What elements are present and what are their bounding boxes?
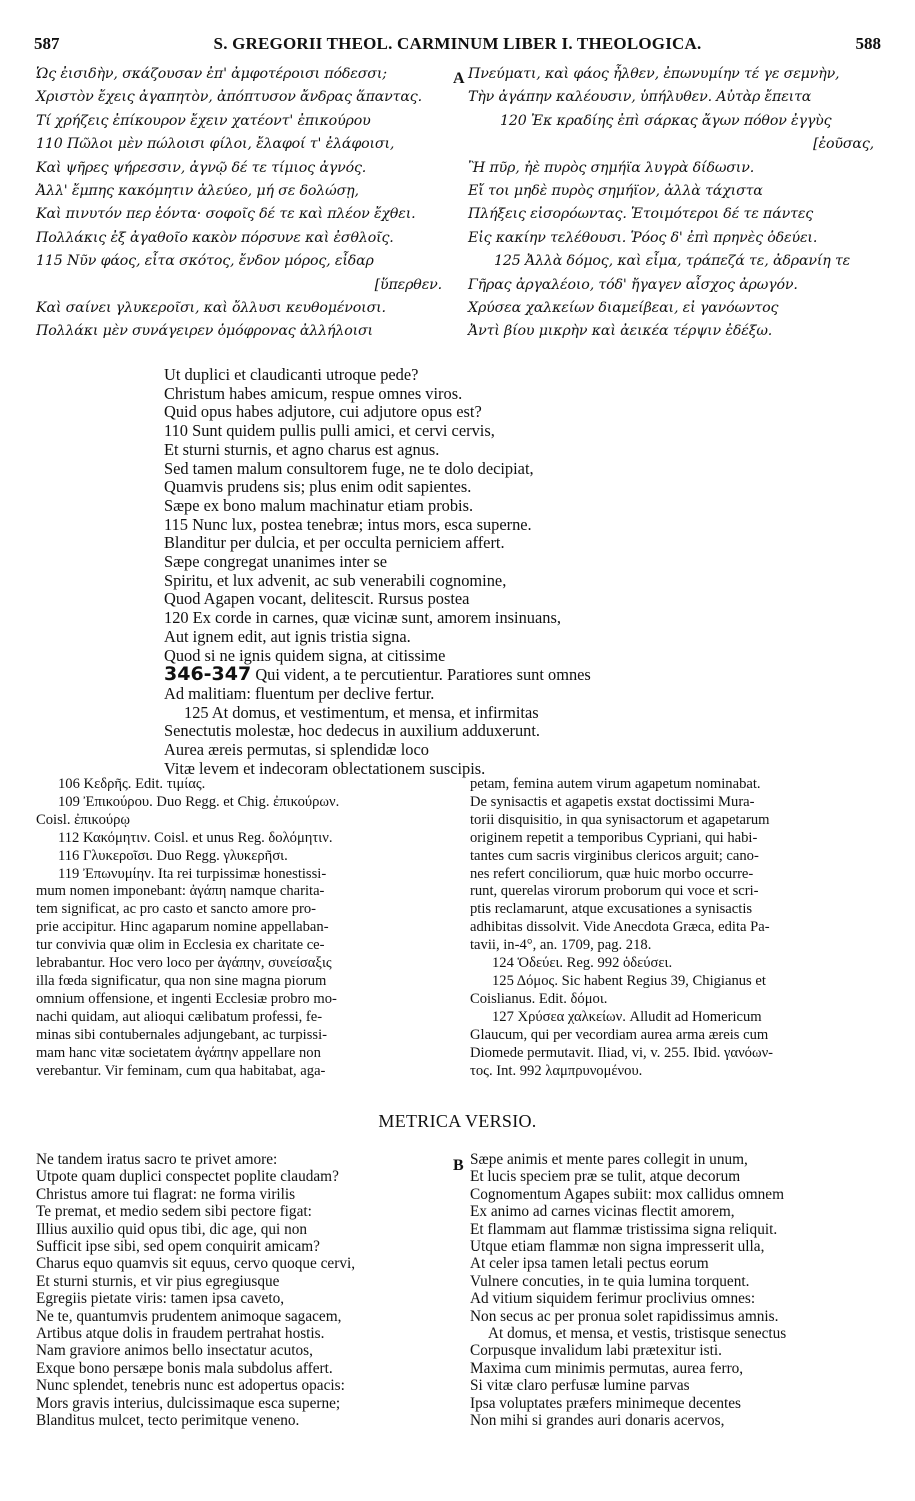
note-line: nes refert conciliorum, quæ huic morbo occurre- (470, 865, 754, 882)
verse-line: Vulnere concuties, in te quia lumina torquent. (470, 1272, 750, 1290)
margin-letter-b: B (453, 1157, 464, 1174)
latin-line: Quid opus habes adjutore, cui adjutore opus est? (164, 402, 482, 422)
note-line: tavii, in-4°, an. 1709, pag. 218. (470, 937, 652, 954)
verse-line: Et lucis speciem præ se tulit, atque decorum (470, 1168, 741, 1186)
verse-line: Nunc splendet, tenebris nunc est adopertus opacis: (36, 1377, 345, 1395)
latin-line: Qui vident, a te percutientur. Paratiores sunt omnes (255, 665, 591, 685)
verse-line: Corpusque invalidum labi prætexitur isti. (470, 1342, 722, 1360)
greek-line-continuation: [ὕπερθεν. (374, 276, 442, 293)
note-line: illa fœda significatur, qua non sine magna piorum (36, 972, 327, 989)
latin-line: 120 Ex corde in carnes, quæ vicinæ sunt, amorem insinuans, (164, 608, 561, 628)
latin-line: Aurea æreis permutas, si splendidæ loco (164, 740, 429, 760)
note-line: originem repetit a temporibus Cypriani, qui habi- (470, 829, 758, 846)
note-line: Coislianus. Edit. δόμοι. (470, 990, 608, 1007)
greek-column-right (468, 63, 880, 344)
verse-line: Et flammam aut flammæ tristissima signa reliquit. (470, 1220, 778, 1238)
verse-line: Si vitæ claro perfusæ lumine parvas (470, 1377, 690, 1395)
greek-line: 115 Νῦν φάος, εἶτα σκότος, ἔνδον μόρος, εἶδαρ (36, 253, 374, 270)
verse-line: Te premat, et medio sedem sibi pectore figat: (36, 1203, 312, 1221)
note-line: tantes cum sacris virginibus clericos arguit; cano- (470, 847, 759, 864)
greek-line: Χριστὸν ἔχεις ἀγαπητὸν, ἀπόπτυσον ἄνδρας ἅπαντας. (36, 89, 422, 106)
greek-line: 125 Ἀλλὰ δόμος, καὶ εἶμα, τράπεζά τε, ἀδρανίη τε (494, 253, 851, 270)
greek-line: Ὡς ἐισιδὴν, σκάζουσαν ἐπ' ἀμφοτέροισι πόδεσσι; (36, 66, 387, 82)
latin-line: Et sturni sturnis, et agno charus est agnus. (164, 439, 440, 459)
latin-line: Quod si ne ignis quidem signa, at citissime (164, 645, 446, 665)
margin-letter-a: A (453, 70, 465, 87)
verse-line: Utpote quam duplici conspectet poplite claudam? (36, 1168, 339, 1186)
verse-line: Ne tandem iratus sacro te privet amore: (36, 1151, 278, 1168)
verse-line: Et sturni sturnis, et vir pius egregiusque (36, 1272, 280, 1290)
note-line: τος. Int. 992 λαμπρυνομένου. (470, 1062, 643, 1079)
greek-line: Χρύσεα χαλκείων διαμείβεαι, εἰ γανόωντος (468, 300, 779, 317)
note-line: 109 Ἐπικούρου. Duo Regg. et Chig. ἐπικούρων. (58, 793, 340, 810)
greek-column-left (36, 63, 448, 344)
note-line: 116 Γλυκεροῖσι. Duo Regg. γλυκερῆσι. (58, 847, 288, 864)
note-line: verebantur. Vir feminam, cum qua habitabat, aga- (36, 1062, 326, 1079)
section-title-metrica-versio: METRICA VERSIO. (378, 1111, 537, 1131)
running-header (34, 34, 881, 56)
greek-line: 120 Ἐκ κραδίης ἐπὶ σάρκας ἄγων πόθον ἐγγὺς (500, 112, 832, 129)
note-line: torii disquisitio, in qua synisactorum et agapetarum (470, 811, 770, 828)
note-line: Coisl. ἐπικούρῳ (36, 811, 130, 828)
greek-line: Πνεύματι, καὶ φάος ἦλθεν, ἐπωνυμίην τέ γε σεμνὴν, (468, 66, 840, 82)
latin-line: Vitæ levem et indecoram oblectationem suscipis. (164, 758, 486, 778)
note-line: minas sibi contubernales adjungebant, ac turpissi- (36, 1026, 327, 1043)
column-reference: 346-347 (164, 663, 252, 686)
latin-line: Spiritu, et lux advenit, ac sub venerabili cognomine, (164, 570, 507, 590)
latin-line: 115 Nunc lux, postea tenebræ; intus mors, esca superne. (164, 514, 532, 534)
verse-line: Exque bono persæpe bonis mala subdolus affert. (36, 1359, 333, 1377)
latin-line: Sæpe ex bono malum machinatur etiam probis. (164, 495, 474, 515)
greek-line-continuation: [ἐοῦσας, (813, 136, 874, 153)
note-line: Diomede permutavit. Iliad, vi, v. 255. Ibid. γανόων- (470, 1044, 774, 1061)
verse-line: Ex animo ad carnes vicinas flectit amorem, (470, 1203, 735, 1221)
note-line: ptis reclamarunt, atque excusationes a synisactis (470, 901, 753, 918)
notes-column-right (470, 776, 882, 1080)
verse-line: Ne te, quantumvis prudentem animoque sagacem, (36, 1307, 342, 1325)
greek-line: Καὶ πινυτόν περ ἐόντα· σοφοῖς δέ τε καὶ πλέον ἔχθει. (36, 206, 416, 223)
verse-line: Cognomentum Agapes subiit: mox callidus omnem (470, 1185, 784, 1203)
greek-line: Τί χρήζεις ἐπίκουρον ἔχειν χατέοντ' ἐπικούρου (36, 112, 371, 129)
latin-line: Quamvis prudens sis; plus enim odit sapientes. (164, 477, 472, 497)
note-line: tur convivia quæ olim in Ecclesia ex charitate ce- (36, 937, 325, 954)
note-line: 106 Κεδρῆς. Edit. τιμίας. (58, 776, 206, 792)
latin-line: Blanditur per dulcia, et per occulta perniciem affert. (164, 533, 505, 553)
page-number-right: 588 (855, 34, 881, 53)
note-line: tem significat, ac pro casto et sancto amore pro- (36, 901, 317, 918)
note-line: mam hanc vitæ societatem ἀγάπην appellare non (36, 1044, 321, 1061)
latin-line: Ad malitiam: fluentum per declive fertur. (164, 683, 435, 703)
greek-line: Εἴ τοι μηδὲ πυρὸς σημήϊον, ἀλλὰ τάχιστα (468, 183, 763, 200)
verse-line: Nam graviore animos bello insectatur acutos, (36, 1342, 313, 1360)
note-line: 127 Χρύσεα χαλκείων. Alludit ad Homericum (492, 1008, 762, 1025)
page-number-left: 587 (34, 34, 60, 53)
greek-line: Ἀλλ' ἔμπης κακόμητιν ἀλεύεο, μή σε δολώσῃ, (36, 183, 359, 200)
notes-column-left (36, 776, 452, 1080)
latin-line: Christum habes amicum, respue omnes viros. (164, 383, 463, 403)
greek-line: Καὶ σαίνει γλυκεροῖσι, καὶ ὄλλυσι κευθομένοισι. (36, 300, 386, 317)
greek-line: 110 Πῶλοι μὲν πώλοισι φίλοι, ἔλαφοί τ' ἐλάφοισι, (36, 136, 395, 153)
note-line: De synisactis et agapetis exstat doctissimi Mura- (470, 793, 755, 810)
note-line: 112 Κακόμητιν. Coisl. et unus Reg. δολόμητιν. (58, 829, 333, 846)
greek-line: Γῆρας ἀργαλέοιο, τόδ' ἤγαγεν αἶσχος ἀρωγόν. (468, 276, 798, 293)
verse-line: Blanditus mulcet, tecto perimitque veneno. (36, 1412, 300, 1430)
note-line: petam, femina autem virum agapetum nominabat. (470, 776, 761, 792)
metrica-column-right (470, 1151, 882, 1430)
latin-line: Ut duplici et claudicanti utroque pede? (164, 365, 419, 384)
note-line: 119 Ἐπωνυμίην. Ita rei turpissimæ honestissi- (58, 865, 327, 882)
latin-line: Sæpe congregat unanimes inter se (164, 552, 388, 572)
note-line: 124 Ὁδεύει. Reg. 992 ὁδεύσει. (492, 955, 673, 972)
greek-line: Καὶ ψῆρες ψήρεσσιν, ἀγνῷ δέ τε τίμιος ἀγνός. (36, 159, 367, 176)
verse-line: Illius auxilio quid opus tibi, dic age, qui non (36, 1220, 308, 1238)
note-line: prie accipitur. Hinc agaparum nomine appellaban- (36, 919, 329, 936)
latin-line: 110 Sunt quidem pullis pulli amici, et cervi cervis, (164, 421, 495, 441)
greek-line: Εἰς κακίην τελέθουσι. Ῥόος δ' ἐπὶ πρηνὲς ὁδεύει. (468, 229, 818, 246)
verse-line: At domus, et mensa, et vestis, tristisque senectus (488, 1325, 787, 1343)
greek-line: Πολλάκις ἐξ ἀγαθοῖο κακὸν πόρσυνε καὶ ἐσθλοῖς. (36, 229, 394, 246)
greek-line: Πολλάκι μὲν συνάγειρεν ὁμόφρονας ἀλλήλοισι (36, 323, 373, 340)
greek-line: Ἢ πῦρ, ἠὲ πυρὸς σημήϊα λυγρὰ δίδωσιν. (468, 159, 755, 176)
latin-line: Sed tamen malum consultorem fuge, ne te dolo decipiat, (164, 458, 534, 478)
verse-line: Ipsa voluptates præfers minimeque decentes (470, 1394, 742, 1412)
note-line: mum nomen imponebant: ἀγάπη namque charita- (36, 883, 325, 900)
latin-translation (164, 366, 764, 778)
latin-line: Quod Agapen vocant, delitescit. Rursus postea (164, 589, 470, 609)
verse-line: Egregiis pietate viris: tamen ipsa caveto, (36, 1290, 285, 1308)
note-line: Glaucum, qui per vecordiam aurea arma æreis cum (470, 1026, 769, 1043)
note-line: 125 Δόμος. Sic habent Regius 39, Chigianus et (492, 972, 766, 989)
verse-line: Ad vitium siquidem ferimur proclivius omnes: (470, 1290, 756, 1308)
verse-line: Sæpe animis et mente pares collegit in unum, (470, 1151, 748, 1168)
verse-line: Mors gravis interius, dulcissimaque esca superne; (36, 1394, 341, 1412)
metrica-column-left (36, 1151, 454, 1430)
verse-line: Non mihi si grandes auri donaris acervos, (470, 1412, 725, 1430)
verse-line: Utque etiam flammæ non signa impresserit ulla, (470, 1238, 765, 1256)
verse-line: At celer ipsa tamen letali pectus eorum (470, 1255, 709, 1273)
running-title: S. GREGORII THEOL. CARMINUM LIBER I. THEOLOGICA. (213, 34, 702, 53)
greek-line: Ἀντὶ βίου μικρὴν καὶ ἀεικέα τέρψιν ἐδέξω. (468, 323, 773, 340)
greek-line: Τὴν ἀγάπην καλέουσιν, ὑπήλυθεν. Αὐτὰρ ἔπειτα (468, 89, 812, 106)
note-line: adhibitas dissolvit. Vide Anecdota Græca, edita Pa- (470, 919, 770, 936)
verse-line: Maxima cum minimis permutas, aurea ferro, (470, 1359, 744, 1377)
verse-line: Christus amore tui flagrat: ne forma virilis (36, 1185, 296, 1203)
note-line: nachi quidam, aut alioqui cælibatum professi, fe- (36, 1008, 323, 1025)
note-line: runt, querelas virorum proborum qui voce et scri- (470, 883, 759, 900)
note-line: omnium offensione, et ingenti Ecclesiæ probro mo- (36, 990, 337, 1007)
verse-line: Sufficit ipse sibi, sed opem conquirit amicam? (36, 1238, 320, 1256)
note-line: lebrabantur. Hoc vero loco per ἀγάπην, συνείσαξις (36, 955, 332, 972)
latin-line: 125 At domus, et vestimentum, et mensa, et infirmitas (184, 702, 539, 722)
verse-line: Charus equo quamvis sit equus, cervo quoque cervi, (36, 1255, 356, 1273)
verse-line: Non secus ac per pronua solet rapidissimus amnis. (470, 1307, 779, 1325)
verse-line: Artibus atque dolis in fraudem pertrahat hostis. (36, 1325, 325, 1343)
greek-line: Πλήξεις εἰσορόωντας. Ἑτοιμότεροι δέ τε πάντες (468, 206, 814, 223)
latin-line: Aut ignem edit, aut ignis tristia signa. (164, 626, 411, 646)
latin-line: Senectutis molestæ, hoc dedecus in auxilium adduxerunt. (164, 721, 541, 741)
latin-line-with-ref (164, 665, 764, 685)
